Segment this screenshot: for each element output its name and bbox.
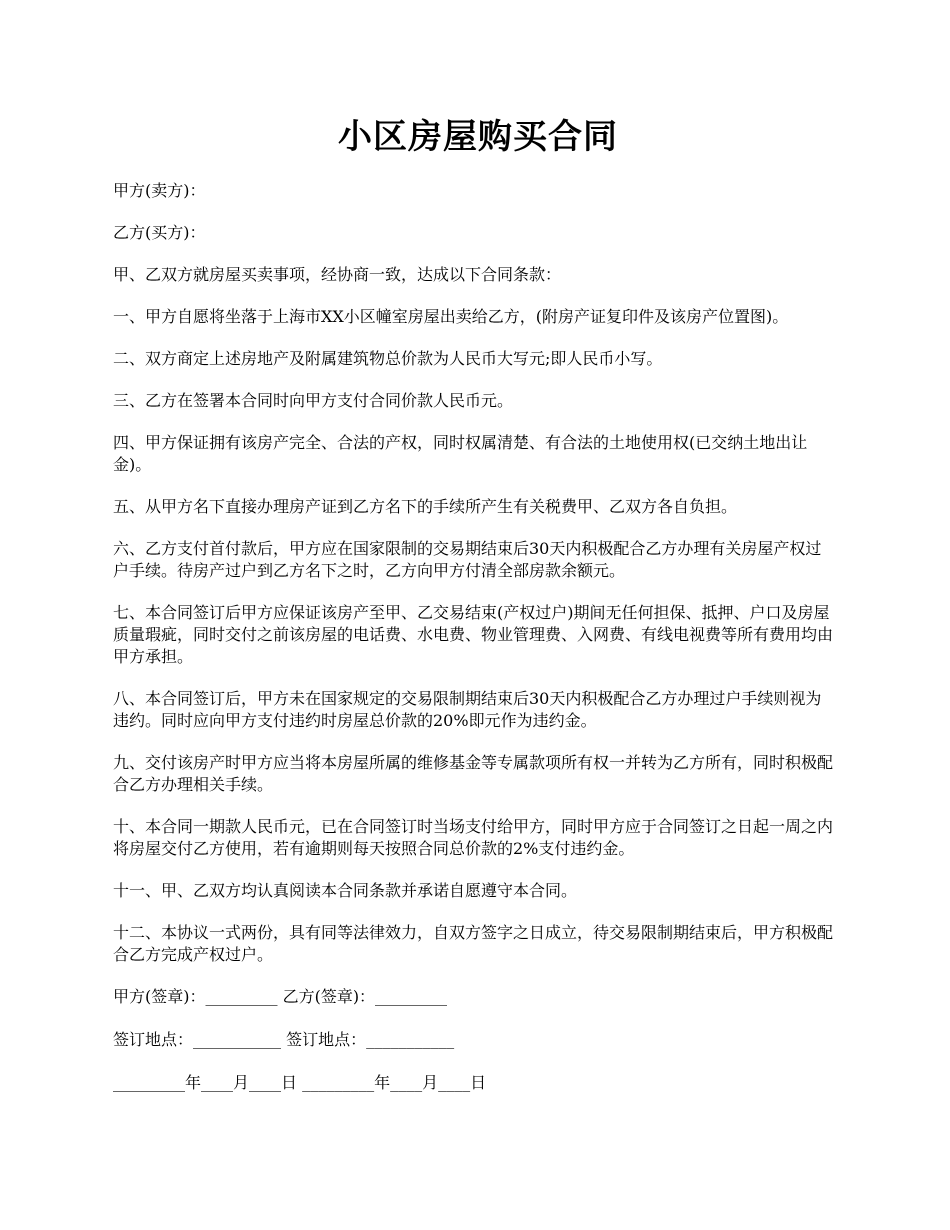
clause-9: 九、交付该房产时甲方应当将本房屋所属的维修基金等专属款项所有权一并转为乙方所有，同时积极配合乙方办理相关手续。 xyxy=(113,753,834,794)
clause-7: 七、本合同签订后甲方应保证该房产至甲、乙交易结束(产权过户)期间无任何担保、抵押、户口及房屋质量瑕疵，同时交付之前该房屋的电话费、水电费、物业管理费、入网费、有线电视费等所有费用均由甲方承担。 xyxy=(113,603,834,666)
clause-6: 六、乙方支付首付款后，甲方应在国家限制的交易期结束后30天内积极配合乙方办理有关房屋产权过户手续。待房产过户到乙方名下之时，乙方向甲方付清全部房款余额元。 xyxy=(113,539,822,580)
clause-10: 十、本合同一期款人民币元，已在合同签订时当场支付给甲方，同时甲方应于合同签订之日起一周之内将房屋交付乙方使用，若有逾期则每天按照合同总价款的2%支付违约金。 xyxy=(113,817,834,858)
clause-3: 三、乙方在签署本合同时向甲方支付合同价款人民币元。 xyxy=(113,391,514,410)
location-line: 签订地点：___________ 签订地点：___________ xyxy=(113,1030,455,1049)
signature-line: 甲方(签章)：_________ 乙方(签章)：_________ xyxy=(113,987,448,1006)
party-b-line: 乙方(买方)： xyxy=(113,223,206,242)
clause-4: 四、甲方保证拥有该房产完全、合法的产权，同时权属清楚、有合法的土地使用权(已交纳土地出让金)。 xyxy=(113,433,808,474)
clause-11: 十一、甲、乙双方均认真阅读本合同条款并承诺自愿遵守本合同。 xyxy=(113,881,578,900)
contract-title: 小区房屋购买合同 xyxy=(338,117,618,157)
clause-1: 一、甲方自愿将坐落于上海市XX小区幢室房屋出卖给乙方，(附房产证复印件及该房产位置图)。 xyxy=(113,307,789,326)
clause-12: 十二、本协议一式两份，具有同等法律效力，自双方签字之日成立，待交易限制期结束后，甲方积极配合乙方完成产权过户。 xyxy=(113,923,834,964)
clause-5: 五、从甲方名下直接办理房产证到乙方名下的手续所产生有关税费甲、乙双方各自负担。 xyxy=(113,497,738,516)
clause-8: 八、本合同签订后，甲方未在国家规定的交易限制期结束后30天内积极配合乙方办理过户手续则视为违约。同时应向甲方支付违约时房屋总价款的20%即元作为违约金。 xyxy=(113,689,822,730)
intro-paragraph: 甲、乙双方就房屋买卖事项，经协商一致，达成以下合同条款： xyxy=(113,265,562,284)
contract-body xyxy=(113,180,833,1115)
clause-2: 二、双方商定上述房地产及附属建筑物总价款为人民币大写元;即人民币小写。 xyxy=(113,349,663,368)
date-line: _________年____月____日 _________年____月____日 xyxy=(113,1073,487,1092)
party-a-line: 甲方(卖方)： xyxy=(113,181,206,200)
